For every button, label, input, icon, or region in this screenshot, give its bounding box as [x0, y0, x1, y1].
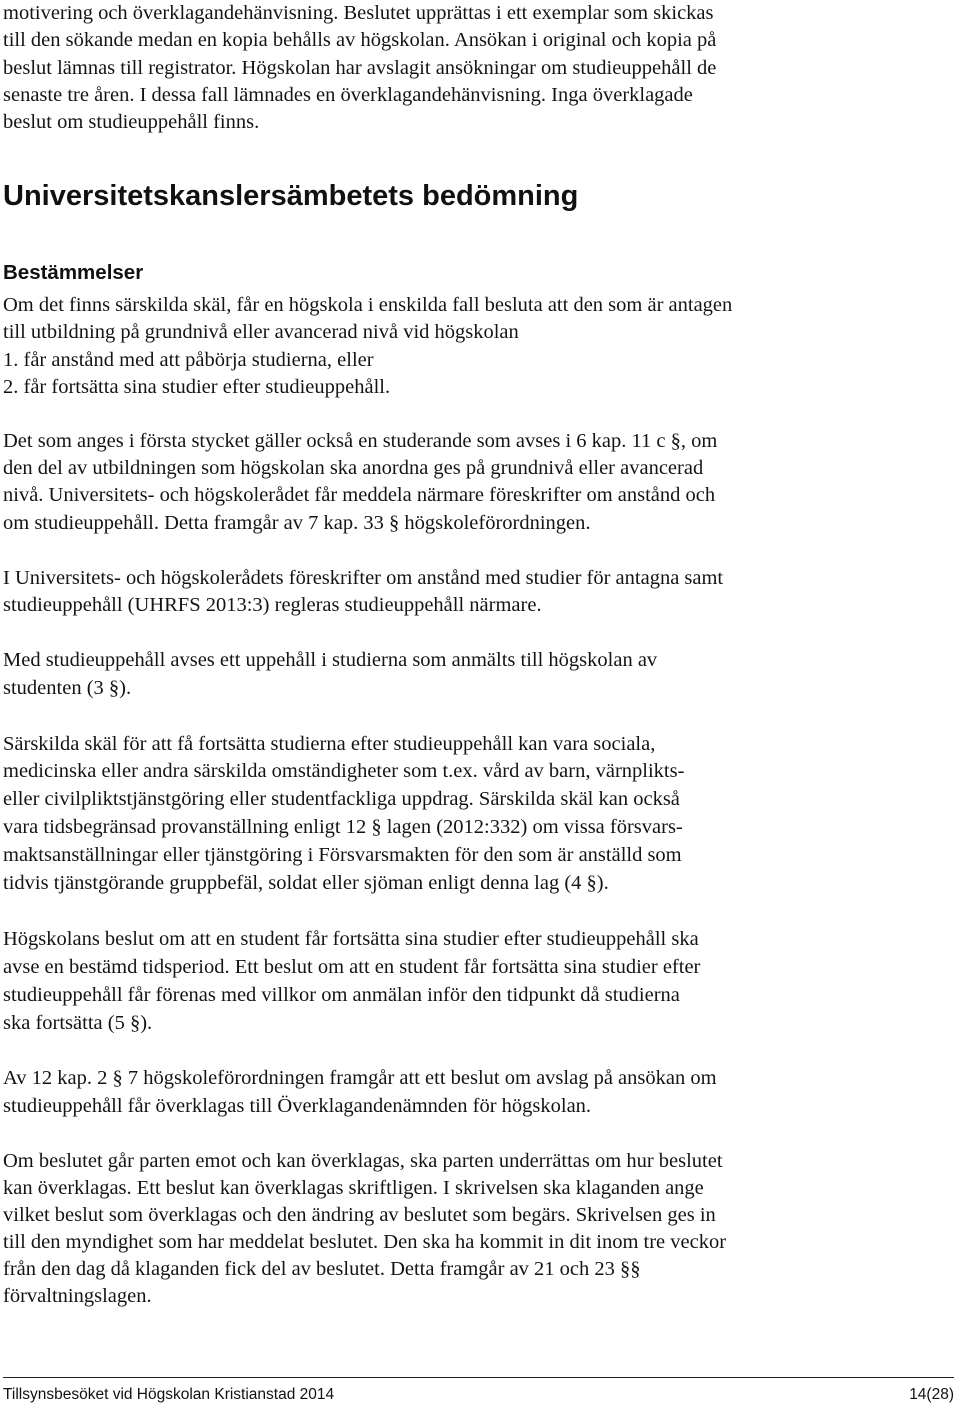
- list-item: 2. får fortsätta sina studier efter studieuppehåll.: [3, 376, 391, 398]
- text-line: Om det finns särskilda skäl, får en högskola i enskilda fall besluta att den som är antagen: [3, 294, 733, 316]
- text-line: eller civilpliktstjänstgöring eller studentfackliga uppdrag. Särskilda skäl kan också: [3, 788, 680, 810]
- text-line: om studieuppehåll. Detta framgår av 7 kap. 33 § högskoleförordningen.: [3, 512, 591, 534]
- text-line: ska fortsätta (5 §).: [3, 1012, 153, 1034]
- text-line: Särskilda skäl för att få fortsätta studierna efter studieuppehåll kan vara sociala,: [3, 733, 656, 755]
- text-line: medicinska eller andra särskilda omständigheter som t.ex. vård av barn, värnplikts-: [3, 760, 685, 782]
- text-line: till utbildning på grundnivå eller avancerad nivå vid högskolan: [3, 321, 519, 343]
- text-line: kan överklagas. Ett beslut kan överklagas skriftligen. I skrivelsen ska klaganden ange: [3, 1177, 704, 1199]
- section-subheading: Bestämmelser: [3, 261, 144, 284]
- text-line: avse en bestämd tidsperiod. Ett beslut om att en student får fortsätta sina studier efter: [3, 956, 701, 978]
- text-line: beslut lämnas till registrator. Högskolan har avslagit ansökningar om studieuppehåll de: [3, 57, 717, 79]
- text-line: tidvis tjänstgörande gruppbefäl, soldat eller sjöman enligt denna lag (4 §).: [3, 872, 609, 894]
- text-line: studieuppehåll får förenas med villkor om anmälan inför den tidpunkt då studierna: [3, 984, 680, 1006]
- text-line: Det som anges i första stycket gäller också en studerande som avses i 6 kap. 11 c §, om: [3, 430, 718, 452]
- text-line: senaste tre åren. I dessa fall lämnades en överklagandehänvisning. Inga överklagade: [3, 84, 693, 106]
- text-line: I Universitets- och högskolerådets föreskrifter om anstånd med studier för antagna samt: [3, 567, 724, 589]
- list-item: 1. får anstånd med att påbörja studierna, eller: [3, 349, 374, 371]
- text-line: studenten (3 §).: [3, 677, 132, 699]
- page-number: 14(28): [909, 1386, 954, 1403]
- text-line: studieuppehåll (UHRFS 2013:3) regleras studieuppehåll närmare.: [3, 594, 542, 616]
- text-line: vara tidsbegränsad provanställning enligt 12 § lagen (2012:332) om vissa försvars-: [3, 816, 683, 838]
- section-heading: Universitetskanslersämbetets bedömning: [3, 180, 579, 212]
- text-line: nivå. Universitets- och högskolerådet får meddela närmare föreskrifter om anstånd och: [3, 484, 716, 506]
- text-line: motivering och överklagandehänvisning. Beslutet upprättas i ett exemplar som skickas: [3, 2, 714, 24]
- text-line: Av 12 kap. 2 § 7 högskoleförordningen framgår att ett beslut om avslag på ansökan om: [3, 1067, 717, 1089]
- text-line: Högskolans beslut om att en student får fortsätta sina studier efter studieuppehåll ska: [3, 928, 699, 950]
- text-line: Med studieuppehåll avses ett uppehåll i studierna som anmälts till högskolan av: [3, 649, 658, 671]
- text-line: den del av utbildningen som högskolan ska anordna ges på grundnivå eller avancerad: [3, 457, 704, 479]
- text-line: förvaltningslagen.: [3, 1285, 152, 1307]
- text-line: Om beslutet går parten emot och kan överklagas, ska parten underrättas om hur beslutet: [3, 1150, 723, 1172]
- text-line: från den dag då klaganden fick del av beslutet. Detta framgår av 21 och 23 §§: [3, 1258, 641, 1280]
- footer-document-title: Tillsynsbesöket vid Högskolan Kristianstad 2014: [3, 1386, 335, 1403]
- text-line: till den myndighet som har meddelat beslutet. Den ska ha kommit in dit inom tre veckor: [3, 1231, 727, 1253]
- text-line: vilket beslut som överklagas och den ändring av beslutet som begärs. Skrivelsen ges in: [3, 1204, 716, 1226]
- footer-divider: [3, 1377, 954, 1378]
- text-line: studieuppehåll får överklagas till Överklagandenämnden för högskolan.: [3, 1095, 592, 1117]
- text-line: beslut om studieuppehåll finns.: [3, 111, 260, 133]
- text-line: maktsanställningar eller tjänstgöring i Försvarsmakten för den som är anställd som: [3, 844, 682, 866]
- text-line: till den sökande medan en kopia behålls av högskolan. Ansökan i original och kopia på: [3, 29, 717, 51]
